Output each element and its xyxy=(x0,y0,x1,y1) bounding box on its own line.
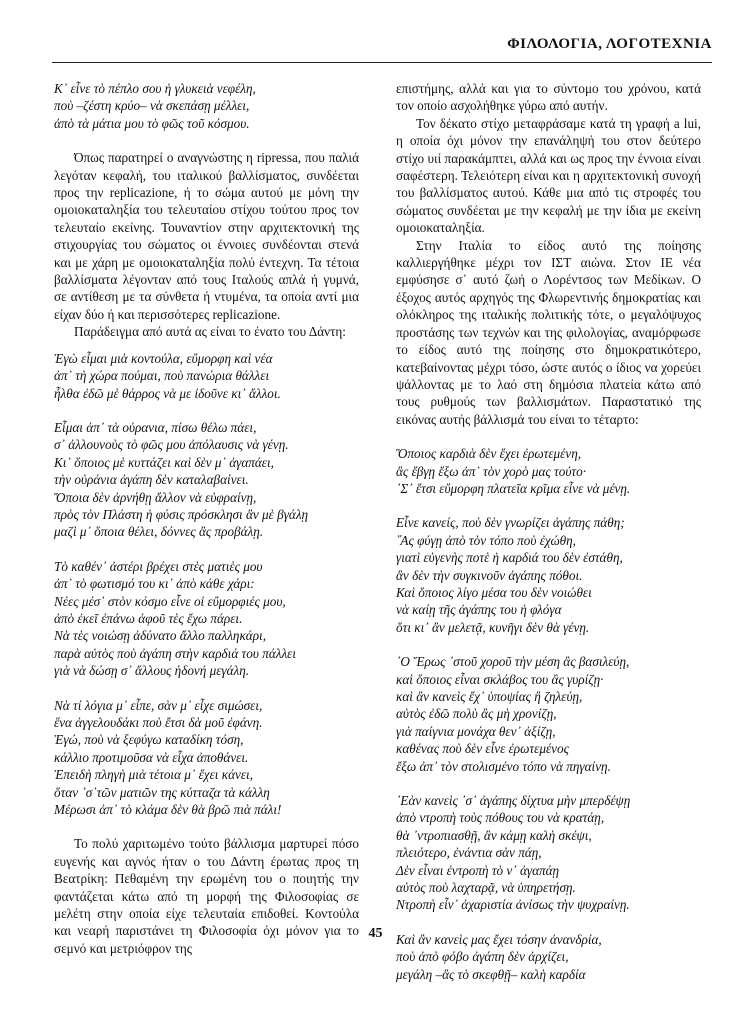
verse-line: Ὅποια δὲν ἀρνήθῃ ἄλλον νὰ εὐφραίνῃ, xyxy=(54,489,257,505)
verse-line: πρὸς τὸν Πλάστη ἡ φύσις πρόσκλησι ἂν μὲ βγάλῃ xyxy=(54,506,309,522)
poem-stanza xyxy=(54,697,359,819)
verse-line: ᾽Ο Ἔρως ᾽στοῦ χοροῦ τὴν μέση ἂς βασιλεύῃ, xyxy=(396,654,630,670)
verse-line: ῞Ας φύγῃ ἀπὸ τὸν τόπο ποὺ ἐχώθη, xyxy=(396,532,576,548)
verse-line: Ἐπειδὴ πληγὴ μιὰ τέτοια μ᾽ ἔχει κάνει, xyxy=(54,767,254,783)
verse-line: νὰ καίῃ τῆς ἀγάπης του ἡ φλόγα xyxy=(396,602,562,618)
verse-line: αὐτὸς ἐδῶ πολὺ ἂς μὴ χρονίζῃ, xyxy=(396,706,557,722)
verse-line: ποὺ –ζέστη κρύο– νὰ σκεπάσῃ μέλλει, xyxy=(54,98,250,114)
verse-line: Νὰ τὲς νοιώσῃ ἀδύνατο ἄλλο παλληκάρι, xyxy=(54,628,266,644)
verse-line: ᾽Σ᾽ ἔτσι εὔμορφη πλατεῖα κρῖμα εἶνε νὰ μένῃ. xyxy=(396,480,631,496)
poem-stanza xyxy=(396,445,701,497)
verse-line: Καὶ ἂν κανεὶς μας ἔχει τόσην ἀνανδρία, xyxy=(396,931,602,947)
verse-line: μεγάλη –ἂς τὸ σκεφθῇ– καλὴ καρδία xyxy=(396,966,586,982)
verse-line: Ἐγώ, ποὺ νὰ ξεφύγω καταδίκη τόση, xyxy=(54,732,244,748)
verse-line: ἦλθα ἐδῶ μὲ θάρρος νὰ με ἰδοῦνε κι᾽ ἄλλοι. xyxy=(54,385,281,401)
header-rule xyxy=(52,62,712,63)
verse-line: καὶ ἂν κανεὶς ἔχ᾽ ὑποψίας ἢ ζηλεύῃ, xyxy=(396,689,583,704)
verse-line: καθένας ποὺ δὲν εἶνε ἐρωτεμένος xyxy=(396,741,569,757)
verse-line: ᾽Εὰν κανεὶς ᾽σ᾽ ἀγάπης δίχτυα μὴν μπερδέψῃ xyxy=(396,793,631,809)
verse-line: Καὶ ὅποιος λίγο μέσα του δὲν νοιώθει xyxy=(396,584,592,600)
verse-line: ὅταν ᾽σ᾽τῶν ματιῶν της κύτταζα τὰ κάλλη xyxy=(54,784,270,800)
poem-stanza xyxy=(54,558,359,680)
verse-line: ἔξω ἀπ᾽ τὸν στολισμένο τόπο νὰ πηγαίνῃ. xyxy=(396,758,611,774)
verse-line: γιατὶ εὐγενὴς ποτὲ ἡ καρδιά του δὲν ἐστάθη, xyxy=(396,550,623,566)
verse-line: παρὰ αὐτὸς ποὺ ἀγάπη στὴν καρδιά του πάλλει xyxy=(54,645,297,661)
verse-line: ἕνα ἀγγελουδάκι ποὺ ἔτσι δὰ μοῦ ἐφάνη. xyxy=(54,715,263,730)
right-column xyxy=(396,80,701,983)
verse-line: ποὺ ἀπὸ φόβο ἀγάπη δὲν ἀρχίζει, xyxy=(396,949,569,965)
body-paragraph: Παράδειγμα από αυτά ας είναι το ένατο του Δάντη: xyxy=(74,324,346,340)
verse-line: Εἶνε κανείς, ποὺ δὲν γνωρίζει ἀγάπης πάθη; xyxy=(396,515,625,531)
verse-line: Δὲν εἶναι ἐντροπὴ τὸ ν᾽ ἀγαπάῃ xyxy=(396,862,560,878)
verse-line: σ᾽ ἀλλουνοὺς τὸ φῶς μου ἀπόλαυσις νὰ γένῃ. xyxy=(54,437,289,453)
verse-line: ἂν δὲν τὴν συγκινοῦν ἀγάπης πόθοι. xyxy=(396,567,583,583)
poem-stanza xyxy=(396,514,701,636)
poem-stanza xyxy=(54,419,359,541)
verse-line: ἀπὸ τὰ μάτια μου τὸ φῶς τοῦ κόσμου. xyxy=(54,115,250,131)
body-paragraph: Στην Ιταλία το είδος αυτό της ποίησης καλλιεργήθηκε μέχρι τον ΙΣΤ αιώνα. Στον ΙΕ νέα εμφύσησε σ᾽ αυτό ζωή ο Λορέντσος των Μεδίκων. Ο έξοχος αυτός αρχηγός της Φλωρεντινής δημοκρατίας και ολόκληρος της ιταλικής πολιτικής τότε, ο μεγαλόψυχος προστάσης των τεχνών και της φιλολογίας, αναμόρφωσε το είδος αυτό της ποίησης στο δημοκρατικότερο, κατεβαίνοντας μέχρι τόσο, ώστε αυτός ο ίδιος να χορεύει ψάλλοντας με το λαό στη δημόσια πλατεία κάτω από τους ρυθμούς των βαλλισμάτων. Παραστατικό της εικόνας αυτής βάλλισμά του είναι το τέταρτο: xyxy=(396,237,701,427)
left-column xyxy=(54,80,359,957)
verse-line: Νέες μέσ᾽ στὸν κόσμο εἶνε οἱ εὔμορφιές μου, xyxy=(54,593,286,609)
verse-line: ἀπ᾽ τὸ φωτισμό του κι᾽ ἀπὸ κάθε χάρι: xyxy=(54,576,255,592)
poem-stanza xyxy=(54,80,359,132)
verse-line: θὰ ᾽ντροπιασθῇ, ἂν κάμῃ καλὴ σκέψι, xyxy=(396,827,592,843)
verse-line: ἀπ᾽ τὴ χώρα πούμαι, ποὺ πανώρια θάλλει xyxy=(54,368,270,384)
running-header: ΦΙΛΟΛΟΓΙΑ, ΛΟΓΟΤΕΧΝΙΑ xyxy=(507,36,712,52)
verse-line: καὶ ὅποιος εἶναι σκλάβος του ἂς γυρίζῃ· xyxy=(396,671,604,687)
verse-line: ἂς ἔβγῃ ἔξω ἀπ᾽ τὸν χορὸ μας τούτο· xyxy=(396,463,587,479)
verse-line: γιὰ νὰ δώσῃ σ᾽ ἄλλους ἡδονή μεγάλη. xyxy=(54,663,250,679)
verse-line: Νὰ τί λόγια μ᾽ εἶπε, σὰν μ᾽ εἶχε σιμώσει, xyxy=(54,697,263,713)
body-paragraph: Όπως παρατηρεί ο αναγνώστης η ripressa, που παλιά λεγόταν κεφαλή, του ιταλικού βαλλίσματος, συνδέεται προς την replicazione, ή το σώμα αυτού με μόνη την ομοιοκαταληξία του τελευταίου στίχου τούτου προς τον τελευταίο εκείνης. Τουναντίον στην αρχιτεκτονική της στιχουργίας του σώματος οι έννοιες συνδέονται στενά και με χάρη με ομοιοκαταληξία πολύ έντεχνη. Τα τέτοια βαλλίσματα λέγονταν από τους Ιταλούς απλά ή γυμνά, σε αντίθεση με τα σύνθετα ή ντυμένα, τα οποία αντί μια είχαν δύο ή και περισσότερες replicazione. xyxy=(54,150,359,322)
verse-line: κάλλιο προτιμοῦσα νὰ εἶχα ἀποθάνει. xyxy=(54,749,249,765)
verse-line: Τὸ καθέν᾽ ἀστέρι βρέχει στὲς ματιὲς μου xyxy=(54,558,263,574)
verse-line: Ἐγὼ εἶμαι μιὰ κοντούλα, εὔμορφη καὶ νέα xyxy=(54,350,273,366)
poem-stanza xyxy=(396,792,701,914)
verse-line: ἀπὸ ντροπὴ τοὺς πόθους του νὰ κρατάῃ, xyxy=(396,810,605,826)
poem-stanza xyxy=(54,350,359,402)
body-paragraph: επιστήμης, αλλά και για το σύντομο του χρόνου, κατά τον οποίο ασχολήθηκε γύρω από αυτήν. xyxy=(396,81,701,114)
poem-stanza xyxy=(396,653,701,775)
verse-line: γιὰ παίγνια μονάχα θεν᾽ ἀξίζῃ, xyxy=(396,723,556,739)
verse-line: ἀπὸ ἐκεῖ ἐπάνω ἀφοῦ τὲς ἔχω πάρει. xyxy=(54,610,243,626)
verse-line: μαζὶ μ᾽ ὅποια θέλει, δόννες ἂς προβάλῃ. xyxy=(54,524,264,540)
verse-line: Κι᾽ ὅποιος μὲ κυττάζει καὶ δὲν μ᾽ ἀγαπάει, xyxy=(54,454,274,470)
verse-line: ὅτι κι᾽ ἂν μελετᾷ, κυνῆγι δὲν θὰ γένῃ. xyxy=(396,619,590,635)
verse-line: Μέρωσι ἀπ᾽ τὸ κλάμα δὲν θὰ βρῶ πιὰ πάλι! xyxy=(54,802,282,818)
body-paragraph: Τον δέκατο στίχο μεταφράσαμε κατά τη γραφή a lui, η οποία όχι μόνον την επανάληψή του στον δεύτερο στίχο υιί παρακάμπτει, αλλά και ως προς την έννοια είναι σαφέστερη. Τελειότερη είναι και η αρχιτεκτονική συνοχή του βαλλίσματος αυτού. Κάθε μια από τις στροφές του σώματος συνδέεται με την κεφαλή με την ίδια με εκείνη ομοιοκαταληξία. xyxy=(396,115,701,236)
verse-line: Κ᾽ εἶνε τὸ πέπλο σου ἡ γλυκειὰ νεφέλη, xyxy=(54,81,256,96)
verse-line: αὐτὸς ποὺ λαχταρᾷ, νὰ ὑπηρετήσῃ. xyxy=(396,880,576,896)
page-number: 45 xyxy=(368,926,383,941)
verse-line: Εἶμαι ἀπ᾽ τὰ οὐρανια, πίσω θέλω πάει, xyxy=(54,419,257,435)
verse-line: Ὅποιος καρδιὰ δὲν ἔχει ἐρωτεμένη, xyxy=(396,446,582,462)
body-paragraph: Το πολύ χαριτωμένο τούτο βάλλισμα μαρτυρεί πόσο ευγενής και αγνός ήταν ο του Δάντη έρωτας προς τη Βεατρίκη: Πεθαμένη την ερωμένη του ο ποιητής την φαντάζεται κάτω από τη μορφή της Φιλοσοφίας σε μελέτη στην οποία είχε τελευταία επιδοθεί. Κοντούλα και νεαρή παριστάνει τη Φιλοσοφία όχι μόνον για το σεμνό και μετριόφρον της xyxy=(54,836,359,956)
verse-line: τὴν οὐράνια ἀγάπη δὲν καταλαβαίνει. xyxy=(54,472,249,488)
verse-line: πλειότερο, ἐνάντια σὰν πάῃ, xyxy=(396,845,542,861)
verse-line: Ντροπὴ εἶν᾽ ἀχαριστία ἀνίσως τὴν ψυχραίνῃ. xyxy=(396,897,630,913)
